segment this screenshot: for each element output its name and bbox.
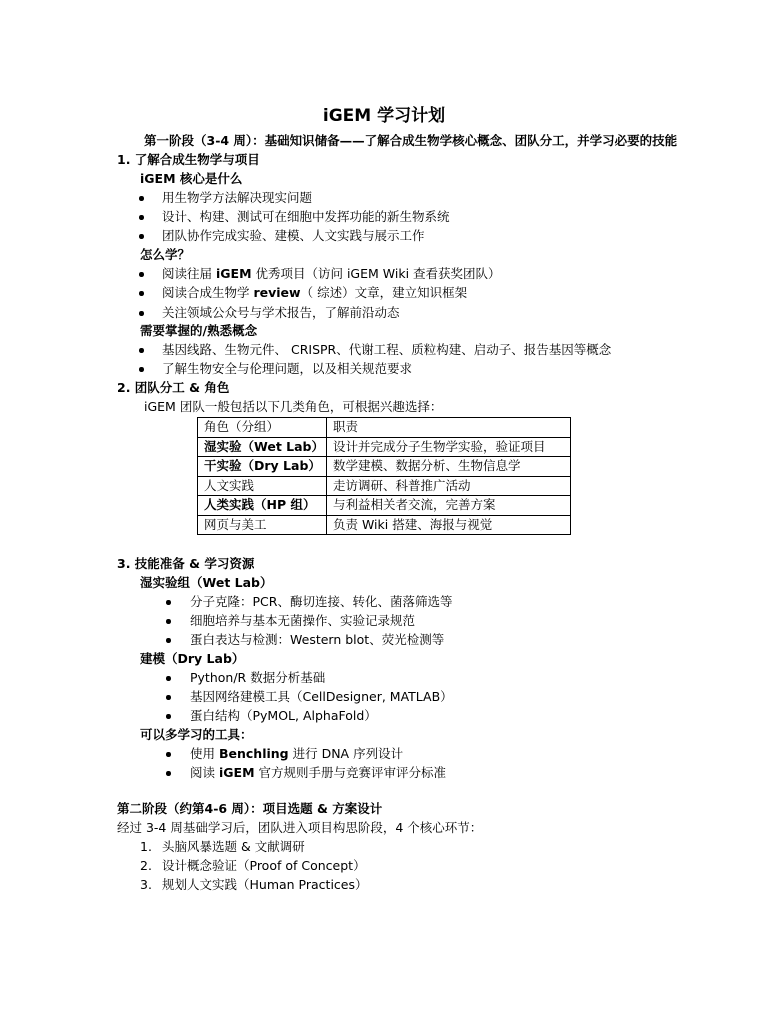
s1-group1-label: iGEM 核心是什么 xyxy=(140,171,243,186)
table-cell: 人文实践 xyxy=(198,476,327,496)
bullet-icon xyxy=(166,752,171,757)
s1-g1-item: 设计、构建、测试可在细胞中发挥功能的新生物系统 xyxy=(162,209,450,224)
bullet-icon xyxy=(166,771,171,776)
bullet-icon xyxy=(139,196,144,201)
phase1-intro: 第一阶段（3-4 周）：基础知识储备——了解合成生物学核心概念、团队分工，并学习必要的技能 xyxy=(144,133,678,148)
s2-intro: iGEM 团队一般包括以下几类角色，可根据兴趣选择： xyxy=(144,399,443,414)
s3-wet-label: 湿实验组（Wet Lab） xyxy=(140,575,273,590)
table-cell: 湿实验（Wet Lab） xyxy=(198,437,327,457)
table-row xyxy=(198,476,571,496)
s1-g2-item: 阅读合成生物学 review（ 综述）文章，建立知识框架 xyxy=(162,285,468,300)
phase2-item: 规划人文实践（Human Practices） xyxy=(162,877,368,892)
s1-g2-item: 关注领域公众号与学术报告，了解前沿动态 xyxy=(162,305,400,320)
table-cell: 负责 Wiki 搭建、海报与视觉 xyxy=(327,515,571,535)
phase2-num: 2. xyxy=(140,858,152,873)
s3-wet-item: 细胞培养与基本无菌操作、实验记录规范 xyxy=(190,613,416,628)
phase2-num: 1. xyxy=(140,839,152,854)
bullet-icon xyxy=(166,714,171,719)
phase2-heading: 第二阶段（约第4-6 周）：项目选题 & 方案设计 xyxy=(117,801,383,816)
table-cell: 设计并完成分子生物学实验，验证项目 xyxy=(327,437,571,457)
bullet-icon xyxy=(139,291,144,296)
bullet-icon xyxy=(139,272,144,277)
section2-heading: 2. 团队分工 & 角色 xyxy=(117,380,230,395)
roles-table xyxy=(197,417,571,535)
bullet-icon xyxy=(166,600,171,605)
s3-dry-item: Python/R 数据分析基础 xyxy=(190,670,326,685)
table-row xyxy=(198,457,571,477)
phase2-num: 3. xyxy=(140,877,152,892)
s1-group2-label: 怎么学？ xyxy=(140,247,191,262)
table-row xyxy=(198,515,571,535)
table-cell: 与利益相关者交流，完善方案 xyxy=(327,496,571,516)
bullet-icon xyxy=(166,695,171,700)
table-cell: 网页与美工 xyxy=(198,515,327,535)
s1-g3-item: 了解生物安全与伦理问题，以及相关规范要求 xyxy=(162,361,413,376)
s3-dry-item: 基因网络建模工具（CellDesigner, MATLAB） xyxy=(190,689,453,704)
s3-other-item: 使用 Benchling 进行 DNA 序列设计 xyxy=(190,746,404,761)
section3-heading: 3. 技能准备 & 学习资源 xyxy=(117,556,255,571)
s1-g3-item: 基因线路、生物元件、 CRISPR、代谢工程、质粒构建、启动子、报告基因等概念 xyxy=(162,342,612,357)
table-cell: 走访调研、科普推广活动 xyxy=(327,476,571,496)
bullet-icon xyxy=(166,638,171,643)
s3-dry-label: 建模（Dry Lab） xyxy=(140,651,245,666)
page-title: iGEM 学习计划 xyxy=(322,106,446,126)
s1-g1-item: 用生物学方法解决现实问题 xyxy=(162,190,313,205)
s3-other-item: 阅读 iGEM 官方规则手册与竞赛评审评分标准 xyxy=(190,765,446,780)
s3-dry-item: 蛋白结构（PyMOL, AlphaFold） xyxy=(190,708,377,723)
bullet-icon xyxy=(166,676,171,681)
phase2-item: 设计概念验证（Proof of Concept） xyxy=(162,858,366,873)
table-cell: 数学建模、数据分析、生物信息学 xyxy=(327,457,571,477)
bullet-icon xyxy=(139,215,144,220)
s1-g2-item: 阅读往届 iGEM 优秀项目（访问 iGEM Wiki 查看获奖团队） xyxy=(162,266,501,281)
phase2-item: 头脑风暴选题 & 文献调研 xyxy=(162,839,305,854)
s1-g1-item: 团队协作完成实验、建模、人文实践与展示工作 xyxy=(162,228,425,243)
bullet-icon xyxy=(139,367,144,372)
phase2-intro: 经过 3-4 周基础学习后，团队进入项目构思阶段，4 个核心环节： xyxy=(117,820,483,835)
table-cell: 人类实践（HP 组） xyxy=(198,496,327,516)
bullet-icon xyxy=(166,619,171,624)
table-cell: 干实验（Dry Lab） xyxy=(198,457,327,477)
s3-other-label: 可以多学习的工具： xyxy=(140,727,253,742)
s3-wet-item: 分子克隆：PCR、酶切连接、转化、菌落筛选等 xyxy=(190,594,453,609)
table-header-cell: 职责 xyxy=(327,418,571,438)
section1-heading: 1. 了解合成生物学与项目 xyxy=(117,152,260,167)
s3-wet-item: 蛋白表达与检测：Western blot、荧光检测等 xyxy=(190,632,445,647)
s1-group3-label: 需要掌握的/熟悉概念 xyxy=(140,323,258,338)
table-header-cell: 角色（分组） xyxy=(198,418,327,438)
bullet-icon xyxy=(139,311,144,316)
bullet-icon xyxy=(139,348,144,353)
table-row xyxy=(198,496,571,516)
table-header-row xyxy=(198,418,571,438)
bullet-icon xyxy=(139,234,144,239)
table-row xyxy=(198,437,571,457)
